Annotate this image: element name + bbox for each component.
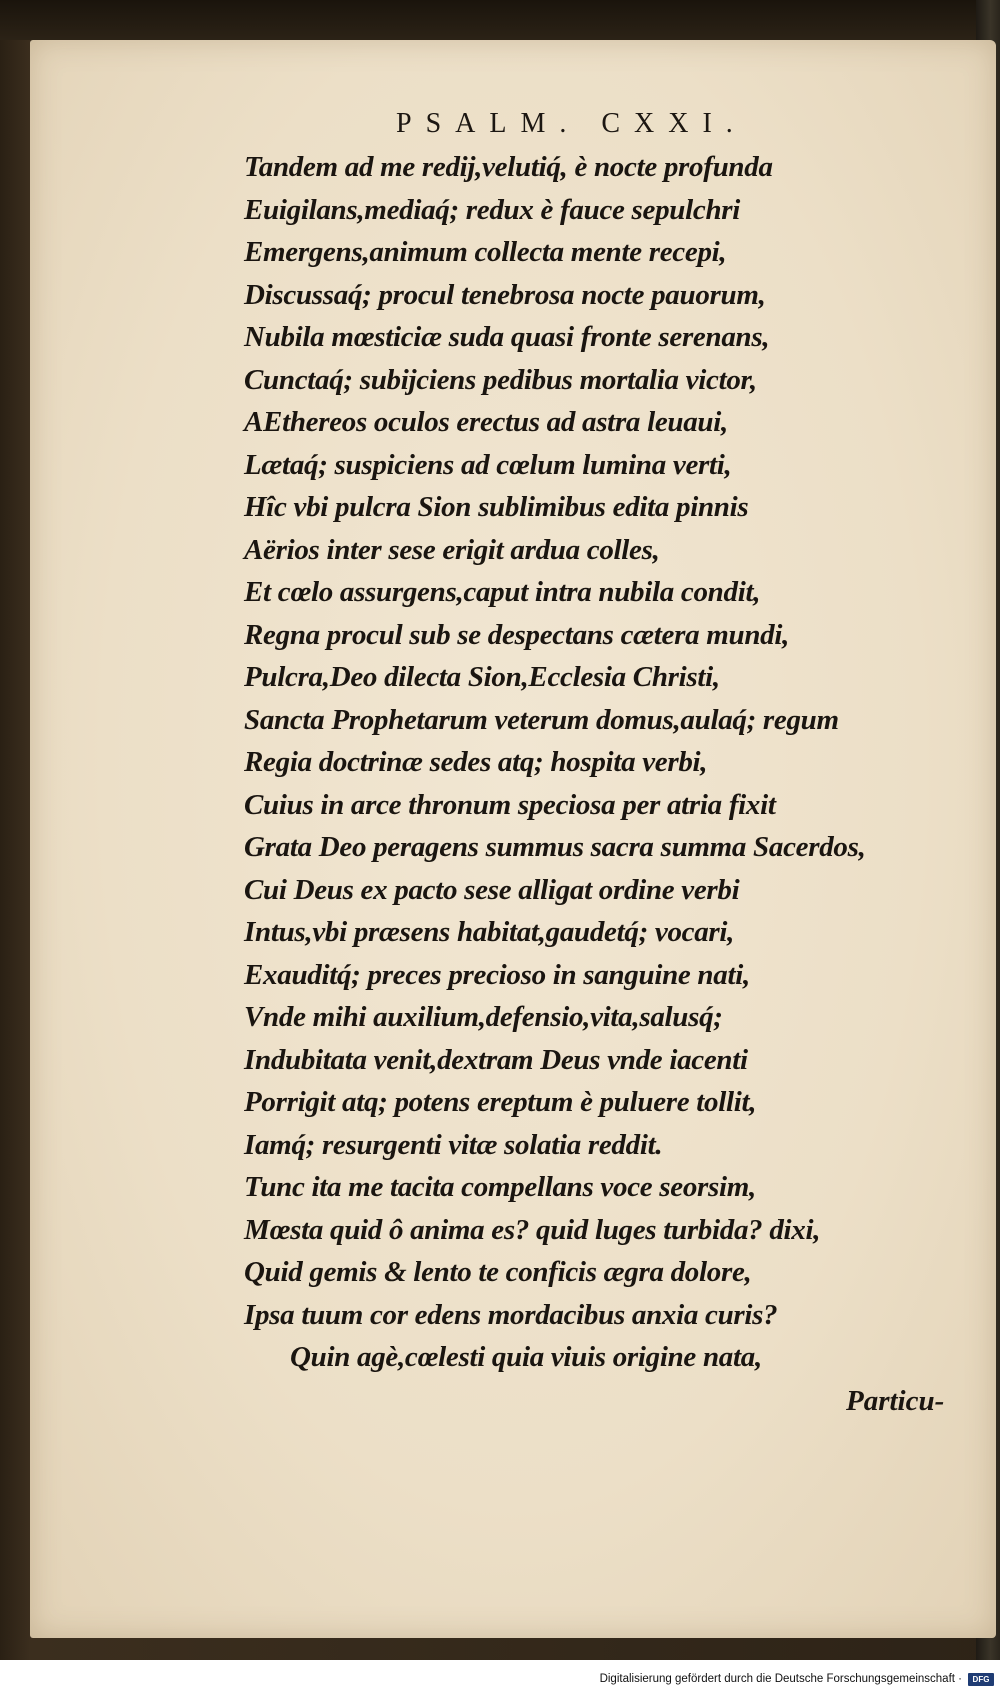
verse-line: Cunctaq́; subijciens pedibus mortalia victor, — [244, 363, 757, 396]
verse-line: Emergens,animum collecta mente recepi, — [244, 236, 727, 268]
verse-line: Quid gemis & lento te conficis ægra dolore, — [244, 1256, 752, 1288]
verse-line: Pulcra,Deo dilecta Sion,Ecclesia Christi, — [244, 661, 720, 693]
verse-text — [244, 146, 984, 1379]
verse-line: Cui Deus ex pacto sese alligat ordine verbi — [244, 873, 740, 906]
verse-line: Nubila mœsticiæ suda quasi fronte serenans, — [244, 321, 770, 353]
verse-line: Aërios inter sese erigit ardua colles, — [244, 533, 660, 566]
verse-line: Vnde mihi auxilium,defensio,vita,salusq́; — [244, 1001, 723, 1033]
binding-top-edge — [0, 0, 1000, 40]
dfg-logo-icon: DFG — [968, 1673, 994, 1686]
verse-line: Ipsa tuum cor edens mordacibus anxia curis? — [244, 1298, 778, 1331]
verse-line: Intus,vbi præsens habitat,gaudetq́; vocari, — [244, 916, 735, 948]
verse-line: Regia doctrinæ sedes atq; hospita verbi, — [244, 746, 708, 778]
verse-line: Indubitata venit,dextram Deus vnde iacenti — [244, 1043, 748, 1076]
verse-line: Iamq́; resurgenti vitæ solatia reddit. — [244, 1128, 663, 1161]
catchword: Particu- — [846, 1385, 945, 1417]
digitization-footer — [600, 1669, 994, 1689]
verse-line: Quin agè,cœlesti quia viuis origine nata, — [290, 1341, 762, 1373]
running-header: PSALM. CXXI. — [396, 108, 747, 139]
verse-line: Regna procul sub se despectans cætera mundi, — [244, 618, 790, 651]
verse-line: Discussaq́; procul tenebrosa nocte pauorum, — [244, 278, 766, 311]
verse-line: Cuius in arce thronum speciosa per atria fixit — [244, 788, 776, 821]
verse-line: Euigilans,mediaq́; redux è fauce sepulchri — [244, 193, 741, 226]
funding-credit: Digitalisierung gefördert durch die Deutsche Forschungsgemeinschaft · — [599, 1673, 962, 1685]
verse-line: AEthereos oculos erectus ad astra leuaui, — [244, 406, 728, 438]
verse-line: Porrigit atq; potens ereptum è puluere tollit, — [244, 1086, 757, 1118]
verse-line: Hîc vbi pulcra Sion sublimibus edita pinnis — [244, 491, 749, 523]
verse-line: Mœsta quid ô anima es? quid luges turbida? dixi, — [244, 1213, 821, 1246]
verse-line: Grata Deo peragens summus sacra summa Sacerdos, — [244, 831, 866, 863]
verse-line: Tunc ita me tacita compellans voce seorsim, — [244, 1171, 756, 1203]
verse-line: Tandem ad me rediј,velutiq́, è nocte profunda — [244, 151, 773, 183]
verse-line: Lætaq́; suspiciens ad cœlum lumina verti, — [244, 448, 732, 481]
verse-line: Sancta Prophetarum veterum domus,aulaq́; regum — [244, 703, 839, 736]
verse-line: Et cœlo assurgens,caput intra nubila condit, — [244, 576, 761, 608]
verse-line: Exauditq́; preces precioso in sanguine nati, — [244, 958, 750, 991]
